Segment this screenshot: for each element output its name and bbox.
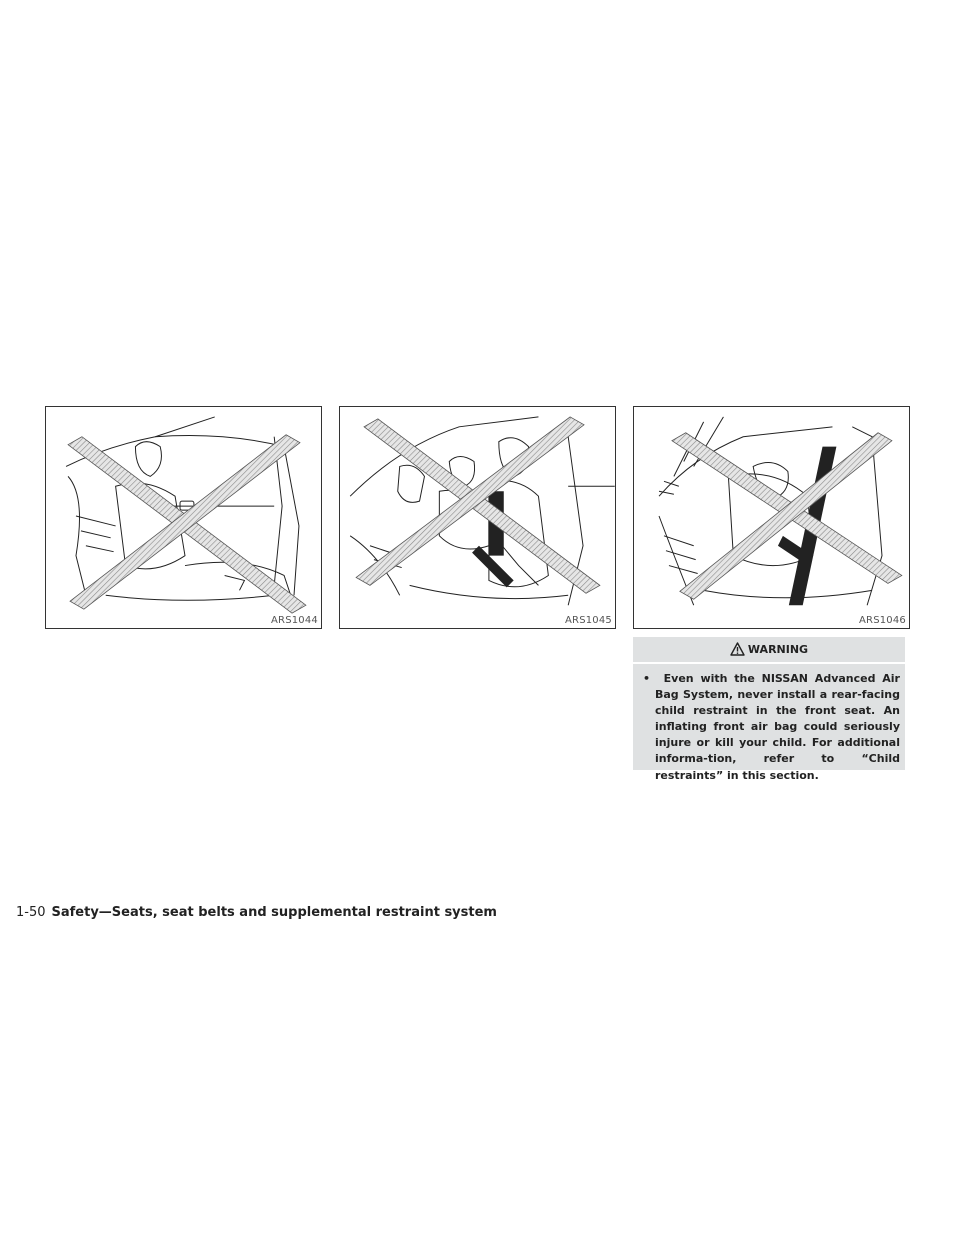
- warning-box: [633, 637, 905, 782]
- figure-child-seat-front: [45, 406, 322, 629]
- warning-triangle-icon: [730, 642, 745, 656]
- figure-code: ARS1045: [565, 615, 612, 626]
- section-title: Safety—Seats, seat belts and supplemental restraint system: [51, 905, 497, 920]
- figure-code: ARS1044: [271, 615, 318, 626]
- figure-child-on-lap: [339, 406, 616, 629]
- warning-text: Even with the NISSAN Advanced Air Bag System, never install a rear-facing child restraint in the front seat. An inflating front air bag could seriously injure or kill your child. For additional informa-tion, refer to “Child restraints” in this section.: [655, 672, 900, 782]
- crossed-out-child-seat-illustration: [46, 407, 321, 628]
- bullet: •: [643, 672, 651, 685]
- figure-code: ARS1046: [859, 615, 906, 626]
- page-footer: [16, 905, 497, 920]
- crossed-out-child-on-lap-illustration: [340, 407, 615, 628]
- page-number: 1-50: [16, 905, 46, 920]
- figure-rear-facing-seat: [633, 406, 910, 629]
- warning-bullet-item: [643, 671, 900, 784]
- crossed-out-rear-facing-seat-illustration: [634, 407, 909, 628]
- warning-title: WARNING: [747, 642, 809, 656]
- warning-header: [633, 638, 905, 660]
- warning-divider: [633, 662, 905, 664]
